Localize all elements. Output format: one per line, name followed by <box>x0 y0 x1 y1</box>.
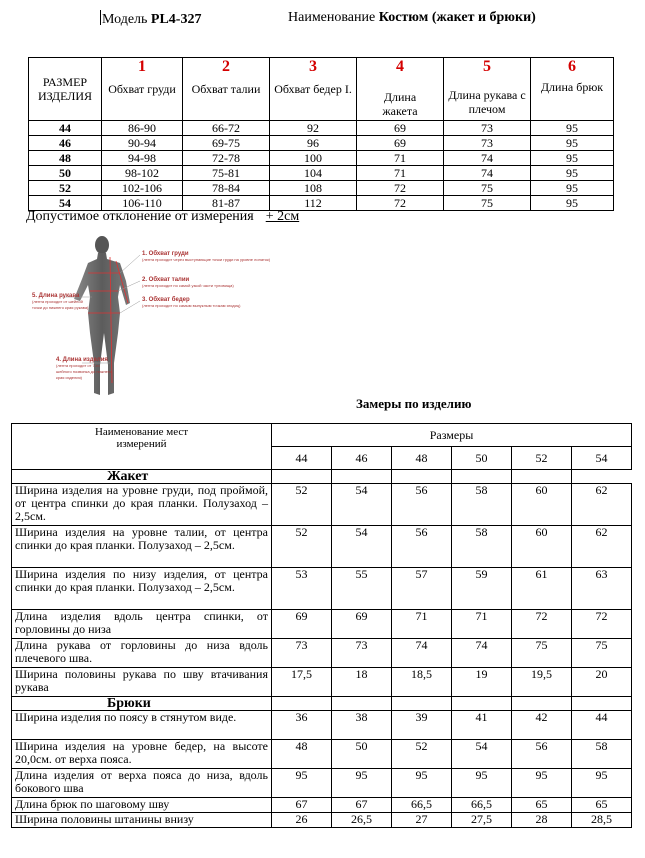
col-header <box>183 58 270 121</box>
measurement-value: 52 <box>272 526 332 568</box>
measurement-value: 95 <box>392 769 452 798</box>
size-column-header: 54 <box>572 447 632 470</box>
value-cell: 69-75 <box>183 136 270 151</box>
measurement-row <box>12 639 632 668</box>
measurement-value: 52 <box>272 484 332 526</box>
size-header-text: РАЗМЕР ИЗДЕЛИЯ <box>37 75 93 103</box>
measurement-value: 75 <box>572 639 632 668</box>
measurement-row <box>12 484 632 526</box>
measurement-description: Длина изделия вдоль центра спинки, от горловины до низа <box>12 610 272 639</box>
measurement-value: 95 <box>272 769 332 798</box>
measurements-body <box>12 470 632 828</box>
document-header <box>100 10 536 28</box>
measurement-row <box>12 798 632 813</box>
sizes-header: Размеры <box>272 424 632 447</box>
measurement-value: 19 <box>452 668 512 697</box>
size-cell: 46 <box>29 136 102 151</box>
measurements-table <box>11 423 632 828</box>
figure-label-title: 3. Обхват бедер <box>142 297 190 303</box>
empty-cell <box>572 697 632 711</box>
measurement-row <box>12 610 632 639</box>
section-title: Жакет <box>12 470 272 484</box>
col-label: Обхват талии <box>191 82 261 96</box>
model-label: Модель <box>102 12 151 27</box>
measurement-value: 54 <box>332 526 392 568</box>
size-column-header: 52 <box>512 447 572 470</box>
value-cell: 86-90 <box>102 121 183 136</box>
measurement-description: Ширина половины штанины внизу <box>12 813 272 828</box>
measurement-value: 60 <box>512 484 572 526</box>
measurement-value: 72 <box>512 610 572 639</box>
measurement-value: 26 <box>272 813 332 828</box>
meas-header-row <box>12 424 632 447</box>
measurement-value: 58 <box>452 526 512 568</box>
figure-label-hips <box>142 297 240 309</box>
tolerance-value: + 2см <box>265 209 300 224</box>
measurement-row <box>12 568 632 610</box>
measurement-value: 56 <box>392 484 452 526</box>
value-cell: 95 <box>531 151 614 166</box>
figure-label-length <box>56 357 116 381</box>
col-label: Обхват бедер I. <box>274 82 352 96</box>
empty-cell <box>332 697 392 711</box>
measurement-description: Длина рукава от горловины до низа вдоль плечевого шва. <box>12 639 272 668</box>
measurement-value: 63 <box>572 568 632 610</box>
measurement-value: 67 <box>332 798 392 813</box>
figure-label-note: (лента проходит от 7-го шейного позвонка до нижнего края изделия) <box>56 363 112 380</box>
value-cell: 72-78 <box>183 151 270 166</box>
value-cell: 66-72 <box>183 121 270 136</box>
measurement-value: 95 <box>332 769 392 798</box>
value-cell: 74 <box>444 151 531 166</box>
measurement-value: 75 <box>512 639 572 668</box>
value-cell: 73 <box>444 136 531 151</box>
body-measurement-figure <box>32 233 271 403</box>
value-cell: 90-94 <box>102 136 183 151</box>
measurement-value: 56 <box>392 526 452 568</box>
measurement-value: 73 <box>272 639 332 668</box>
value-cell: 112 <box>270 196 357 211</box>
tolerance-text: Допустимое отклонение от измерения <box>26 209 254 224</box>
figure-label-waist <box>142 277 234 289</box>
size-row <box>29 151 614 166</box>
value-cell: 71 <box>357 151 444 166</box>
empty-cell <box>392 470 452 484</box>
value-cell: 95 <box>531 166 614 181</box>
measurement-description: Ширина изделия на уровне груди, под проймой, от центра спинки до края планки. Полузаход – 2,5см. <box>12 484 272 526</box>
empty-cell <box>452 697 512 711</box>
figure-label-note: (лента проходит по самым выпуклым точкам ягодиц) <box>142 303 241 308</box>
measurement-value: 65 <box>512 798 572 813</box>
figure-label-title: 4. Длина изделия <box>56 357 108 363</box>
figure-label-note: (лента проходит от шейной точки до нижнего края рукава) <box>32 299 89 310</box>
figure-label-title: 2. Обхват талии <box>142 277 190 283</box>
col-number: 1 <box>138 58 146 75</box>
measurement-description: Ширина изделия по низу изделия, от центра спинки до края планки. Полузаход – 2,5см. <box>12 568 272 610</box>
value-cell: 71 <box>357 166 444 181</box>
measurement-value: 42 <box>512 711 572 740</box>
measurement-description: Ширина изделия по поясу в стянутом виде. <box>12 711 272 740</box>
figure-label-chest <box>142 251 270 263</box>
figure-label-title: 1. Обхват груди <box>142 251 189 257</box>
measurement-row <box>12 668 632 697</box>
measurement-description: Длина брюк по шаговому шву <box>12 798 272 813</box>
name-label: Наименование <box>288 10 379 25</box>
measurement-value: 18 <box>332 668 392 697</box>
value-cell: 75 <box>444 196 531 211</box>
measurement-value: 58 <box>572 740 632 769</box>
product-name <box>288 10 536 26</box>
size-cell: 50 <box>29 166 102 181</box>
col-label: Длина жакета <box>382 90 418 118</box>
measurement-value: 71 <box>392 610 452 639</box>
size-cell: 48 <box>29 151 102 166</box>
measurement-value: 59 <box>452 568 512 610</box>
measurement-value: 95 <box>452 769 512 798</box>
measurement-row <box>12 769 632 798</box>
size-cell: 52 <box>29 181 102 196</box>
figure-label-note: (лента проходит по самой узкой части туловища) <box>142 283 234 288</box>
value-cell: 74 <box>444 166 531 181</box>
measurement-row <box>12 526 632 568</box>
measurement-value: 48 <box>272 740 332 769</box>
col-header <box>270 58 357 121</box>
measurement-value: 44 <box>572 711 632 740</box>
col-label: Обхват груди <box>108 82 176 96</box>
text-cursor <box>100 10 101 25</box>
value-cell: 69 <box>357 121 444 136</box>
tolerance-note <box>26 209 299 225</box>
section-row <box>12 697 632 711</box>
value-cell: 95 <box>531 196 614 211</box>
col-number: 2 <box>222 58 230 75</box>
measurement-value: 60 <box>512 526 572 568</box>
measurement-value: 66,5 <box>452 798 512 813</box>
measurement-value: 17,5 <box>272 668 332 697</box>
measurement-value: 27 <box>392 813 452 828</box>
value-cell: 100 <box>270 151 357 166</box>
measurement-value: 56 <box>512 740 572 769</box>
measurement-value: 39 <box>392 711 452 740</box>
name-header-text: Наименование мест измерений <box>94 426 189 450</box>
value-cell: 98-102 <box>102 166 183 181</box>
measurement-value: 38 <box>332 711 392 740</box>
measurement-value: 58 <box>452 484 512 526</box>
value-cell: 106-110 <box>102 196 183 211</box>
measurement-value: 72 <box>572 610 632 639</box>
measurement-value: 26,5 <box>332 813 392 828</box>
value-cell: 104 <box>270 166 357 181</box>
figure-label-sleeve <box>32 293 92 311</box>
size-table-header <box>29 58 614 121</box>
measurement-value: 73 <box>332 639 392 668</box>
measurement-value: 28,5 <box>572 813 632 828</box>
measurement-description: Ширина изделия на уровне бедер, на высоте 20,0см. от верха пояса. <box>12 740 272 769</box>
col-number: 3 <box>309 58 317 75</box>
value-cell: 95 <box>531 121 614 136</box>
value-cell: 69 <box>357 136 444 151</box>
value-cell: 102-106 <box>102 181 183 196</box>
size-row <box>29 166 614 181</box>
col-number: 5 <box>483 58 491 75</box>
size-cell: 44 <box>29 121 102 136</box>
size-column-header: 48 <box>392 447 452 470</box>
measurement-value: 52 <box>392 740 452 769</box>
value-cell: 96 <box>270 136 357 151</box>
measurement-value: 95 <box>512 769 572 798</box>
size-cell: 54 <box>29 196 102 211</box>
measurement-value: 50 <box>332 740 392 769</box>
measurement-value: 69 <box>272 610 332 639</box>
col-header <box>102 58 183 121</box>
measurement-value: 54 <box>452 740 512 769</box>
value-cell: 72 <box>357 196 444 211</box>
value-cell: 75-81 <box>183 166 270 181</box>
col-label: Длина брюк <box>540 80 604 94</box>
measurement-row <box>12 813 632 828</box>
value-cell: 92 <box>270 121 357 136</box>
measurement-value: 20 <box>572 668 632 697</box>
measurement-value: 19,5 <box>512 668 572 697</box>
empty-cell <box>452 470 512 484</box>
measurement-value: 74 <box>392 639 452 668</box>
measurement-row <box>12 711 632 740</box>
measurement-value: 41 <box>452 711 512 740</box>
col-number: 4 <box>396 58 404 75</box>
empty-cell <box>272 470 332 484</box>
size-header <box>29 58 102 121</box>
measurement-value: 57 <box>392 568 452 610</box>
size-row <box>29 181 614 196</box>
measurement-value: 36 <box>272 711 332 740</box>
name-header <box>12 424 272 470</box>
col-header <box>531 58 614 121</box>
measurement-value: 95 <box>572 769 632 798</box>
measurement-description: Ширина изделия на уровне талии, от центра спинки до края планки. Полузаход – 2,5см. <box>12 526 272 568</box>
value-cell: 94-98 <box>102 151 183 166</box>
measurements-title: Замеры по изделию <box>356 396 472 411</box>
value-cell: 72 <box>357 181 444 196</box>
size-row <box>29 136 614 151</box>
value-cell: 108 <box>270 181 357 196</box>
value-cell: 75 <box>444 181 531 196</box>
measurement-value: 53 <box>272 568 332 610</box>
empty-cell <box>332 470 392 484</box>
measurement-value: 65 <box>572 798 632 813</box>
value-cell: 73 <box>444 121 531 136</box>
size-column-header: 46 <box>332 447 392 470</box>
name-value: Костюм (жакет и брюки) <box>378 10 536 25</box>
figure-label-note: (лента проходит через выступающие точки груди на уровне лопаток) <box>142 257 271 262</box>
size-row <box>29 121 614 136</box>
empty-cell <box>512 470 572 484</box>
measurement-value: 69 <box>332 610 392 639</box>
size-column-header: 44 <box>272 447 332 470</box>
measurement-value: 62 <box>572 526 632 568</box>
empty-cell <box>512 697 572 711</box>
measurement-value: 54 <box>332 484 392 526</box>
size-table-body <box>29 121 614 211</box>
value-cell: 81-87 <box>183 196 270 211</box>
section-row <box>12 470 632 484</box>
figure-label-title: 5. Длина рукава <box>32 293 80 299</box>
empty-cell <box>392 697 452 711</box>
section-title: Брюки <box>12 697 272 711</box>
measurement-value: 55 <box>332 568 392 610</box>
col-label: Длина рукава с плечом <box>448 88 526 116</box>
value-cell: 95 <box>531 181 614 196</box>
model-code: PL4-327 <box>150 12 202 27</box>
col-number: 6 <box>568 58 576 75</box>
value-cell: 95 <box>531 136 614 151</box>
empty-cell <box>272 697 332 711</box>
measurement-value: 18,5 <box>392 668 452 697</box>
size-table <box>28 57 614 211</box>
size-column-header: 50 <box>452 447 512 470</box>
measurement-value: 71 <box>452 610 512 639</box>
measurement-value: 62 <box>572 484 632 526</box>
col-header <box>444 58 531 121</box>
measurement-value: 28 <box>512 813 572 828</box>
measurement-value: 66,5 <box>392 798 452 813</box>
measurement-description: Ширина половины рукава по шву втачивания рукава <box>12 668 272 697</box>
col-header <box>357 58 444 121</box>
measurement-value: 74 <box>452 639 512 668</box>
measurement-value: 27,5 <box>452 813 512 828</box>
measurement-value: 61 <box>512 568 572 610</box>
value-cell: 78-84 <box>183 181 270 196</box>
measurement-description: Длина изделия от верха пояса до низа, вдоль бокового шва <box>12 769 272 798</box>
measurement-row <box>12 740 632 769</box>
measurement-value: 67 <box>272 798 332 813</box>
empty-cell <box>572 470 632 484</box>
